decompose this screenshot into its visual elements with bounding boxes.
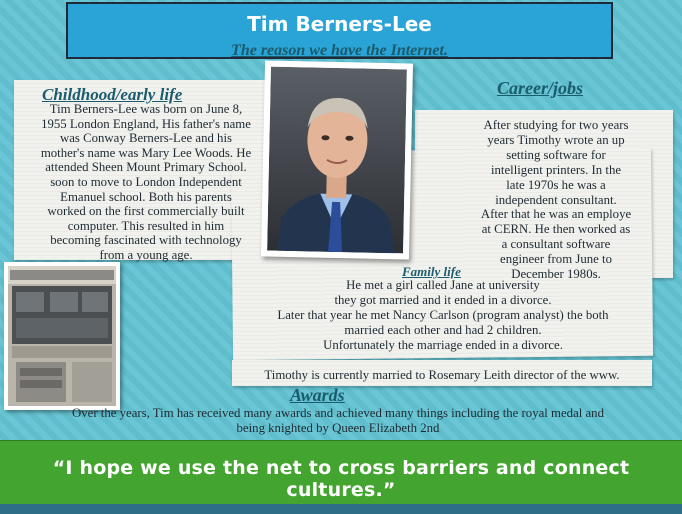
quote-text: “I hope we use the net to cross barriers and connect cultures.” bbox=[52, 457, 630, 501]
text-line: married each other and had 2 children. bbox=[344, 322, 542, 337]
current-marriage-text: Timothy is currently married to Rosemary Leith director of the www. bbox=[264, 368, 620, 382]
text-line: late 1970s he was a bbox=[506, 177, 606, 192]
text-line: mother's name was Mary Lee Woods. He bbox=[40, 145, 252, 160]
portrait-image bbox=[267, 67, 407, 254]
childhood-text bbox=[15, 102, 277, 263]
bottom-strip bbox=[0, 504, 682, 514]
awards-text bbox=[18, 406, 658, 435]
text-line: they got married and it ended in a divorce. bbox=[334, 292, 552, 307]
text-line: After that he was an employe bbox=[480, 207, 632, 222]
text-line: soon to move to London Independent bbox=[50, 174, 242, 189]
text-line: independent consultant. bbox=[495, 192, 617, 207]
page-subtitle: The reason we have the Internet. bbox=[231, 42, 448, 59]
text-line: Emanuel school. Both his parents bbox=[60, 189, 232, 204]
text-line: December 1980s. bbox=[511, 267, 601, 282]
text-line: worked on the first commercially built bbox=[47, 204, 245, 219]
text-line: Later that year he met Nancy Carlson (program analyst) the both bbox=[277, 307, 609, 322]
text-line: years Timothy wrote an up bbox=[487, 132, 625, 147]
text-line: being knighted by Queen Elizabeth 2nd bbox=[236, 420, 440, 435]
text-line: a consultant software bbox=[501, 237, 611, 252]
computer-image bbox=[8, 266, 116, 406]
career-heading: Career/jobs bbox=[497, 78, 584, 98]
text-line: computer. This resulted in him bbox=[67, 218, 225, 233]
portrait-photo bbox=[261, 60, 413, 259]
text-line: from a young age. bbox=[99, 247, 193, 262]
text-line: becoming fascinated with technology bbox=[50, 233, 242, 248]
text-line: intelligent printers. In the bbox=[490, 162, 622, 177]
quote-banner bbox=[0, 440, 682, 505]
title-banner bbox=[66, 2, 613, 59]
awards-heading: Awards bbox=[290, 385, 345, 405]
text-line: Tim Berners-Lee was born on June 8, bbox=[49, 102, 243, 116]
text-line: Over the years, Tim has received many awards and achieved many things including the royal medal and bbox=[72, 406, 604, 420]
page-title: Tim Berners-Lee bbox=[247, 12, 432, 36]
childhood-heading: Childhood/early life bbox=[42, 85, 183, 104]
text-line: After studying for two years bbox=[483, 118, 629, 132]
text-line: engineer from June to bbox=[500, 252, 612, 267]
family-text bbox=[238, 278, 648, 353]
text-line: setting software for bbox=[506, 147, 606, 162]
family-heading: Family life bbox=[402, 264, 461, 279]
text-line: 1955 London England, His father's name bbox=[41, 116, 251, 131]
text-line: was Conway Berners-Lee and his bbox=[60, 131, 232, 146]
text-line: attended Sheen Mount Primary School. bbox=[45, 160, 247, 175]
text-line: at CERN. He then worked as bbox=[481, 222, 631, 237]
career-text bbox=[466, 118, 646, 282]
text-line: He met a girl called Jane at university bbox=[346, 278, 540, 292]
text-line: Unfortunately the marriage ended in a divorce. bbox=[323, 337, 563, 352]
computer-photo bbox=[4, 262, 120, 410]
